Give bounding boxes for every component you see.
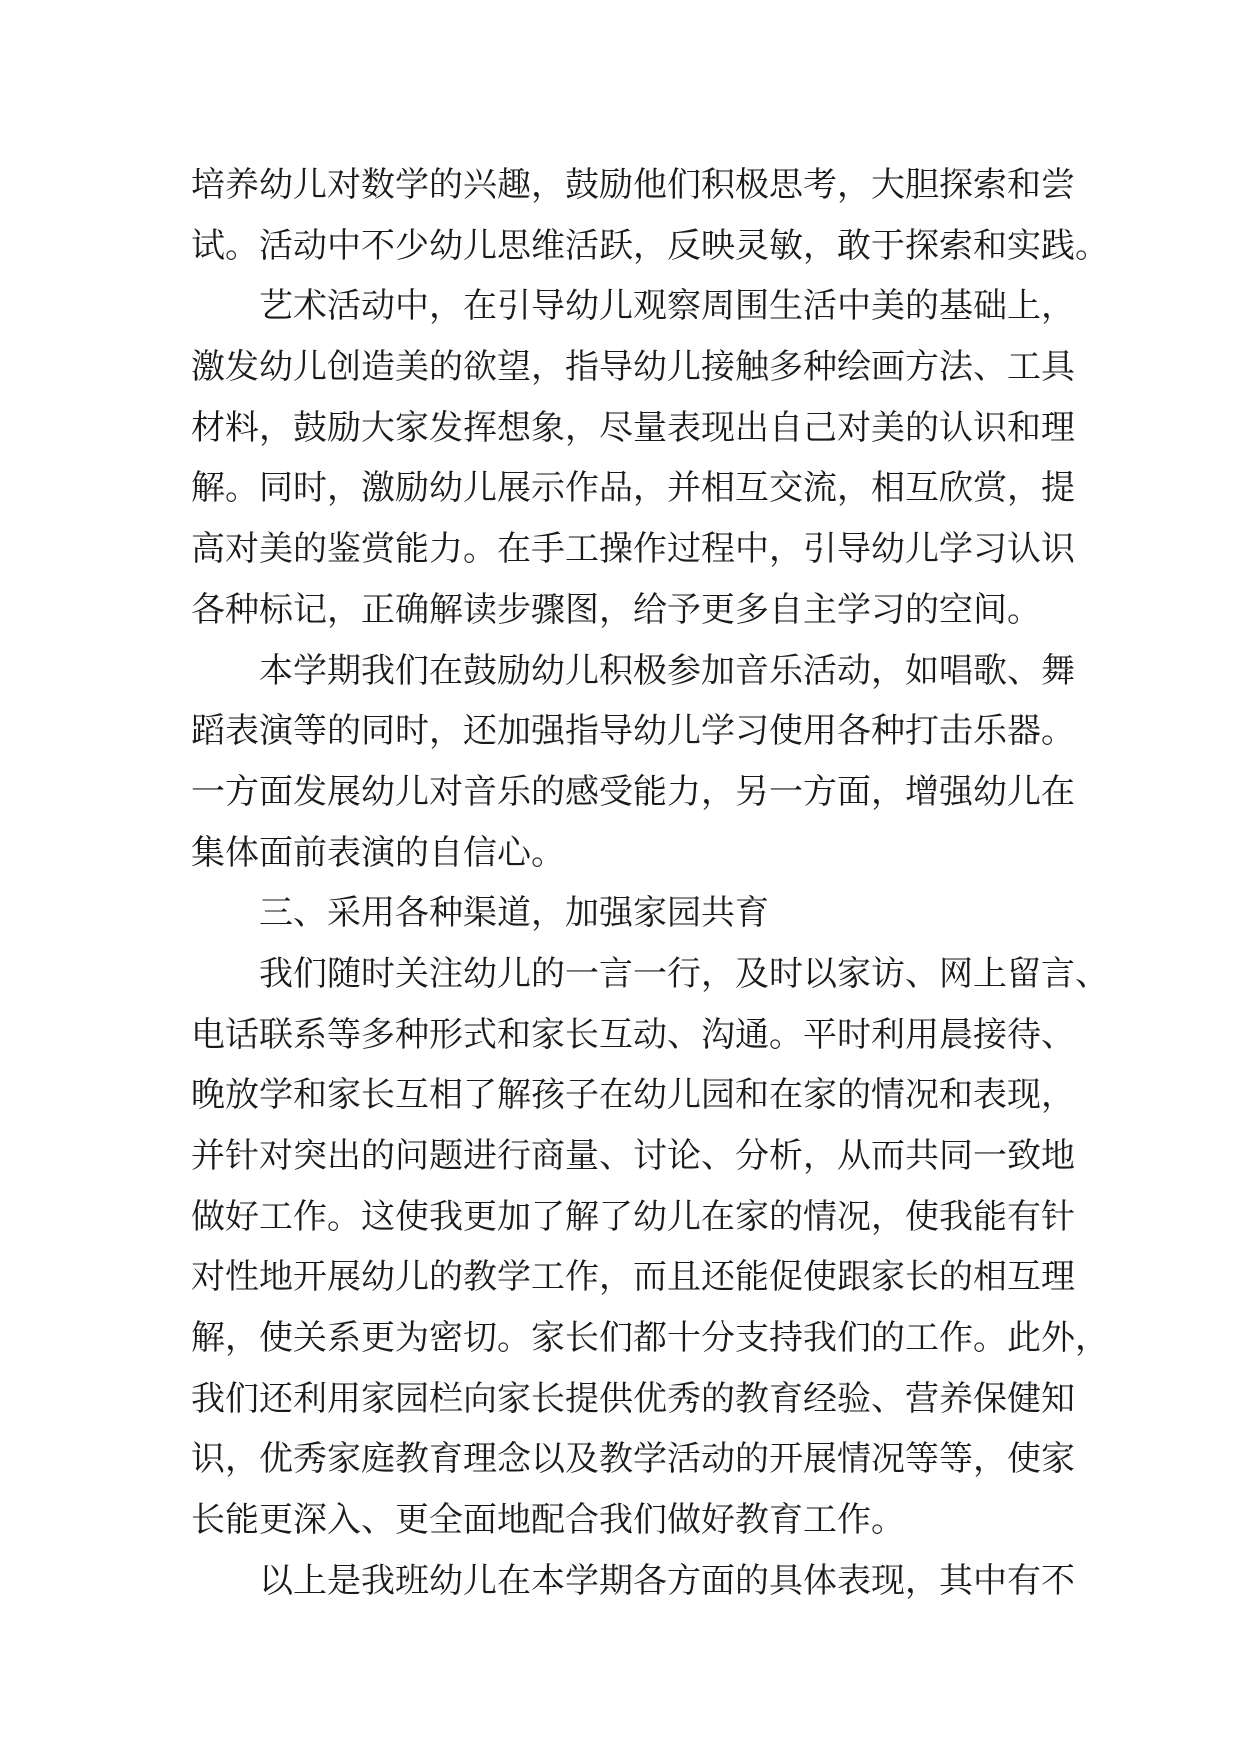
text-line: 试。活动中不少幼儿思维活跃，反映灵敏，敢于探索和实践。 bbox=[191, 225, 1109, 266]
text-line: 艺术活动中，在引导幼儿观察周围生活中美的基础上， bbox=[259, 286, 1075, 327]
text-line: 材料，鼓励大家发挥想象，尽量表现出自己对美的认识和理 bbox=[191, 407, 1075, 448]
text-line: 培养幼儿对数学的兴趣，鼓励他们积极思考，大胆探索和尝 bbox=[191, 165, 1075, 205]
text-line: 高对美的鉴赏能力。在手工操作过程中，引导幼儿学习认识 bbox=[191, 529, 1075, 570]
text-line: 激发幼儿创造美的欲望，指导幼儿接触多种绘画方法、工具 bbox=[191, 347, 1075, 388]
text-line: 长能更深入、更全面地配合我们做好教育工作。 bbox=[191, 1500, 905, 1541]
text-line: 三、采用各种渠道，加强家园共育 bbox=[259, 893, 769, 934]
text-line: 各种标记，正确解读步骤图，给予更多自主学习的空间。 bbox=[191, 589, 1041, 630]
text-line: 我们还利用家园栏向家长提供优秀的教育经验、营养保健知 bbox=[191, 1378, 1075, 1419]
text-line: 集体面前表演的自信心。 bbox=[191, 832, 565, 873]
text-line: 本学期我们在鼓励幼儿积极参加音乐活动，如唱歌、舞 bbox=[259, 650, 1075, 691]
text-line: 对性地开展幼儿的教学工作，而且还能促使跟家长的相互理 bbox=[191, 1257, 1075, 1298]
text-line: 以上是我班幼儿在本学期各方面的具体表现，其中有不 bbox=[259, 1560, 1075, 1601]
text-line: 蹈表演等的同时，还加强指导幼儿学习使用各种打击乐器。 bbox=[191, 711, 1075, 752]
text-line: 做好工作。这使我更加了解了幼儿在家的情况，使我能有针 bbox=[191, 1196, 1075, 1237]
text-line: 我们随时关注幼儿的一言一行，及时以家访、网上留言、 bbox=[259, 953, 1109, 994]
text-line: 一方面发展幼儿对音乐的感受能力，另一方面，增强幼儿在 bbox=[191, 771, 1075, 812]
text-line: 识，优秀家庭教育理念以及教学活动的开展情况等等，使家 bbox=[191, 1439, 1075, 1480]
body-text bbox=[191, 155, 1109, 1612]
text-line: 并针对突出的问题进行商量、讨论、分析，从而共同一致地 bbox=[191, 1136, 1075, 1176]
text-line: 解，使关系更为密切。家长们都十分支持我们的工作。此外， bbox=[191, 1318, 1109, 1359]
text-line: 电话联系等多种形式和家长互动、沟通。平时利用晨接待、 bbox=[191, 1014, 1075, 1055]
text-line: 晚放学和家长互相了解孩子在幼儿园和在家的情况和表现， bbox=[191, 1075, 1075, 1116]
text-line: 解。同时，激励幼儿展示作品，并相互交流，相互欣赏，提 bbox=[191, 468, 1075, 509]
